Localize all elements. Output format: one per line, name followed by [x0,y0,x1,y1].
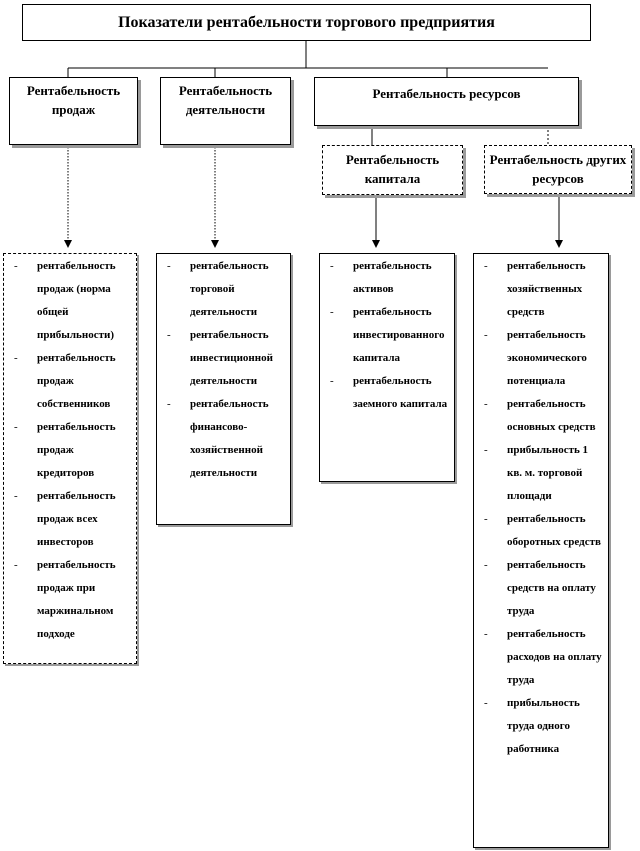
category-resources-profitability [314,77,579,126]
activity-indicators-list [156,253,291,525]
list-item: - рентабельность основных средств [474,393,608,439]
category-label: Рентабельность деятельности [178,83,273,117]
list-item: - рентабельность продаж кредиторов [4,416,136,485]
list-item: - прибыльность 1 кв. м. торговой площади [474,439,608,508]
diagram-title: Показатели рентабельности торгового предприятия [22,4,591,41]
subcategory-label: Рентабельность других ресурсов [489,152,627,186]
list-item: - рентабельность продаж всех инвесторов [4,485,136,554]
category-activity-profitability [160,77,291,145]
list-item: - рентабельность заемного капитала [320,370,454,416]
list-item: - рентабельность инвестированного капитала [320,301,454,370]
sales-indicators-list [3,253,137,664]
list-item: - рентабельность финансово-хозяйственной деятельности [157,393,290,485]
other-resources-indicators-list [473,253,609,848]
list-item: - рентабельность торговой деятельности [157,255,290,324]
category-sales-profitability [9,77,138,145]
list-item: - рентабельность продаж собственников [4,347,136,416]
subcategory-capital [322,145,463,195]
list-item: - рентабельность инвестиционной деятельности [157,324,290,393]
list-item: - рентабельность хозяйственных средств [474,255,608,324]
capital-indicators-list [319,253,455,482]
category-label: Рентабельность продаж [26,83,121,117]
list-item: - прибыльность труда одного работника [474,692,608,761]
list-item: - рентабельность экономического потенциала [474,324,608,393]
category-label: Рентабельность ресурсов [372,86,521,101]
subcategory-label: Рентабельность капитала [345,152,440,186]
list-item: - рентабельность активов [320,255,454,301]
list-item: - рентабельность оборотных средств [474,508,608,554]
list-item: - рентабельность продаж (норма общей прибыльности) [4,255,136,347]
list-item: - рентабельность расходов на оплату труда [474,623,608,692]
subcategory-other-resources [484,145,632,194]
list-item: - рентабельность продаж при маржинальном подходе [4,554,136,646]
list-item: - рентабельность средств на оплату труда [474,554,608,623]
